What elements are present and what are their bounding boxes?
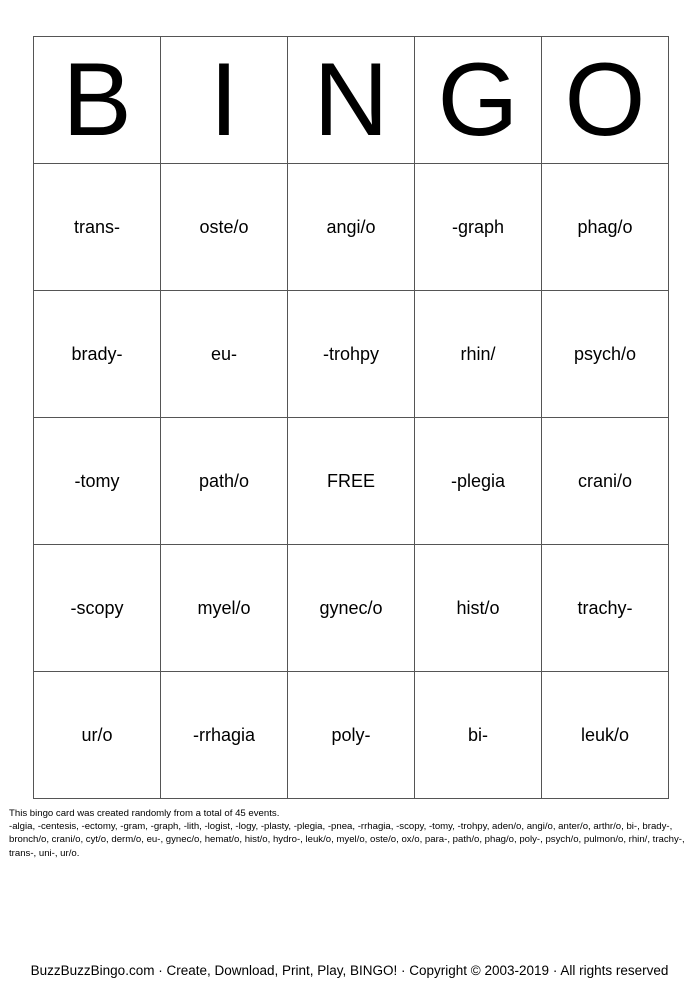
bingo-header-row [34,37,669,164]
bingo-cell: -plegia [415,418,542,545]
bingo-row [34,291,669,418]
bingo-cell: gynec/o [288,545,415,672]
bingo-cell: bi- [415,672,542,799]
bingo-row [34,164,669,291]
event-list: -algia, -centesis, -ectomy, -gram, -graph, -lith, -logist, -logy, -plasty, -plegia, -pnea, -rrhagia, -scopy, -tomy, -trohpy, aden/o, angi/o, anter/o, arthr/o, bi-, brady-, bronch/o, crani/o, cyt/o, derm/o, eu-, gynec/o, hemat/o, hist/o, hydro-, leuk/o, myel/o, oste/o, ox/o, para-, path/o, phag/o, poly-, psych/o, pulmon/o, rhin/, trachy-, trans-, uni-, ur/o. [9,821,685,859]
bingo-cell: leuk/o [542,672,669,799]
bingo-cell: poly- [288,672,415,799]
bingo-cell: path/o [161,418,288,545]
bingo-row [34,672,669,799]
bingo-cell: angi/o [288,164,415,291]
bingo-cell: psych/o [542,291,669,418]
bingo-cell: hist/o [415,545,542,672]
bingo-cell: ur/o [34,672,161,799]
card-info [9,807,691,860]
bingo-cell: rhin/ [415,291,542,418]
bingo-cell: -rrhagia [161,672,288,799]
header-letter-b: B [34,37,161,164]
bingo-card [33,36,669,799]
bingo-cell: -tomy [34,418,161,545]
bingo-cell: -graph [415,164,542,291]
bingo-cell: crani/o [542,418,669,545]
bingo-cell: eu- [161,291,288,418]
bingo-cell: -trohpy [288,291,415,418]
card-summary: This bingo card was created randomly from a total of 45 events. [9,808,280,819]
footer-copyright: BuzzBuzzBingo.com · Create, Download, Print, Play, BINGO! · Copyright © 2003-2019 · All rights reserved [30,963,669,978]
header-letter-o: O [542,37,669,164]
bingo-row [34,545,669,672]
bingo-cell: -scopy [34,545,161,672]
bingo-cell: brady- [34,291,161,418]
bingo-cell: trans- [34,164,161,291]
bingo-row [34,418,669,545]
header-letter-i: I [161,37,288,164]
free-space-cell: FREE [288,418,415,545]
bingo-cell: trachy- [542,545,669,672]
header-letter-n: N [288,37,415,164]
bingo-cell: myel/o [161,545,288,672]
bingo-cell: oste/o [161,164,288,291]
header-letter-g: G [415,37,542,164]
bingo-cell: phag/o [542,164,669,291]
